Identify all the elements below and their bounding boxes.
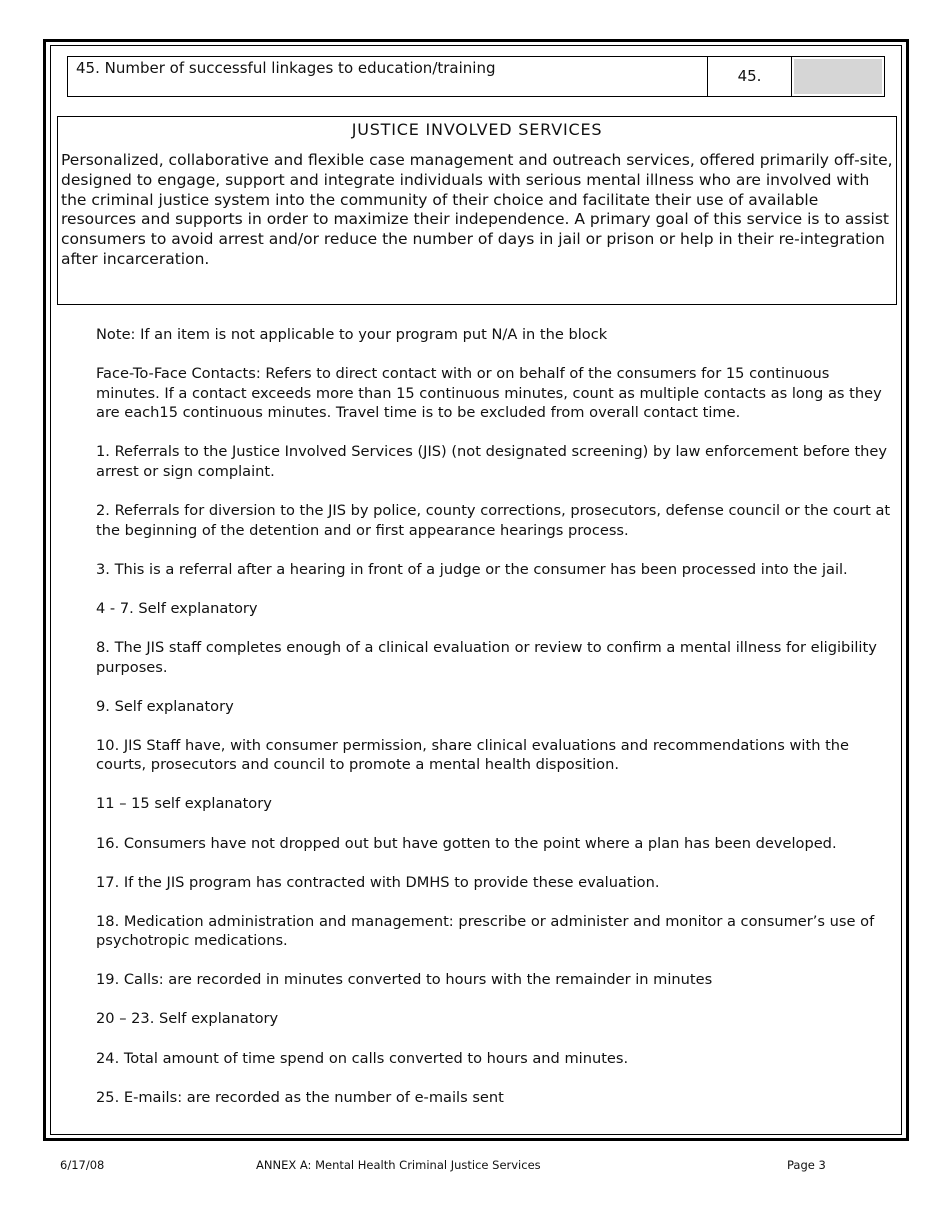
form-row-45 — [67, 56, 885, 97]
instruction-item: 1. Referrals to the Justice Involved Services (JIS) (not designated screening) by law enforcement before they arrest or sign complaint. — [96, 443, 888, 480]
instruction-item: 3. This is a referral after a hearing in front of a judge or the consumer has been processed into the jail. — [96, 560, 848, 578]
instruction-item: 8. The JIS staff completes enough of a clinical evaluation or review to confirm a mental illness for eligibility purposes. — [96, 638, 877, 676]
section-definition-box — [57, 116, 897, 305]
instruction-item: 16. Consumers have not dropped out but have gotten to the point where a plan has been developed. — [96, 834, 837, 852]
instruction-item: 9. Self explanatory — [96, 697, 234, 715]
instruction-item: 10. JIS Staff have, with consumer permission, share clinical evaluations and recommendations with the courts, prosecutors and council to promote a mental health disposition. — [96, 736, 850, 774]
row-45-number: 45. — [708, 57, 792, 96]
instruction-item: 2. Referrals for diversion to the JIS by police, county corrections, prosecutors, defense council or the court at the beginning of the detention and or first appearance hearings process. — [96, 502, 891, 539]
instructions-list — [96, 325, 896, 1127]
footer-annex-title: ANNEX A: Mental Health Criminal Justice Services — [256, 1158, 541, 1172]
row-45-entry-cell[interactable] — [792, 57, 884, 96]
section-title: JUSTICE INVOLVED SERVICES — [351, 120, 603, 139]
footer-page-number: Page 3 — [787, 1158, 826, 1172]
instruction-item: 20 – 23. Self explanatory — [96, 1010, 279, 1028]
instruction-item: 17. If the JIS program has contracted with DMHS to provide these evaluation. — [96, 873, 660, 891]
instruction-item: 11 – 15 self explanatory — [96, 795, 272, 813]
row-45-shaded-field[interactable] — [794, 59, 882, 94]
footer-date: 6/17/08 — [60, 1158, 105, 1172]
instruction-item: 4 - 7. Self explanatory — [96, 599, 258, 617]
face-to-face-paragraph: Face-To-Face Contacts: Refers to direct contact with or on behalf of the consumers for 15 continuous minutes. If a contact exceeds more than 15 continuous minutes, count as multiple contacts as long as they are each15 continuous minutes. Travel time is to be excluded from overall contact time. — [96, 365, 882, 422]
instruction-item: 18. Medication administration and management: prescribe or administer and monitor a consumer’s use of psychotropic medications. — [96, 912, 875, 950]
instruction-item: 25. E-mails: are recorded as the number of e-mails sent — [96, 1088, 504, 1106]
section-description: Personalized, collaborative and flexible case management and outreach services, offered primarily off-site, designed to engage, support and integrate individuals with serious mental illness who are involved with the criminal justice system into the community of their choice and facilitate their use of available resources and supports in order to maximize their independence. A primary goal of this service is to assist consumers to avoid arrest and/or reduce the number of days in jail or prison or help in their re-integration after incarceration. — [61, 151, 893, 268]
note-paragraph: Note: If an item is not applicable to your program put N/A in the block — [96, 326, 608, 343]
row-45-label: 45. Number of successful linkages to education/training — [68, 57, 708, 96]
instruction-item: 24. Total amount of time spend on calls converted to hours and minutes. — [96, 1049, 629, 1067]
instruction-item: 19. Calls: are recorded in minutes converted to hours with the remainder in minutes — [96, 971, 713, 989]
